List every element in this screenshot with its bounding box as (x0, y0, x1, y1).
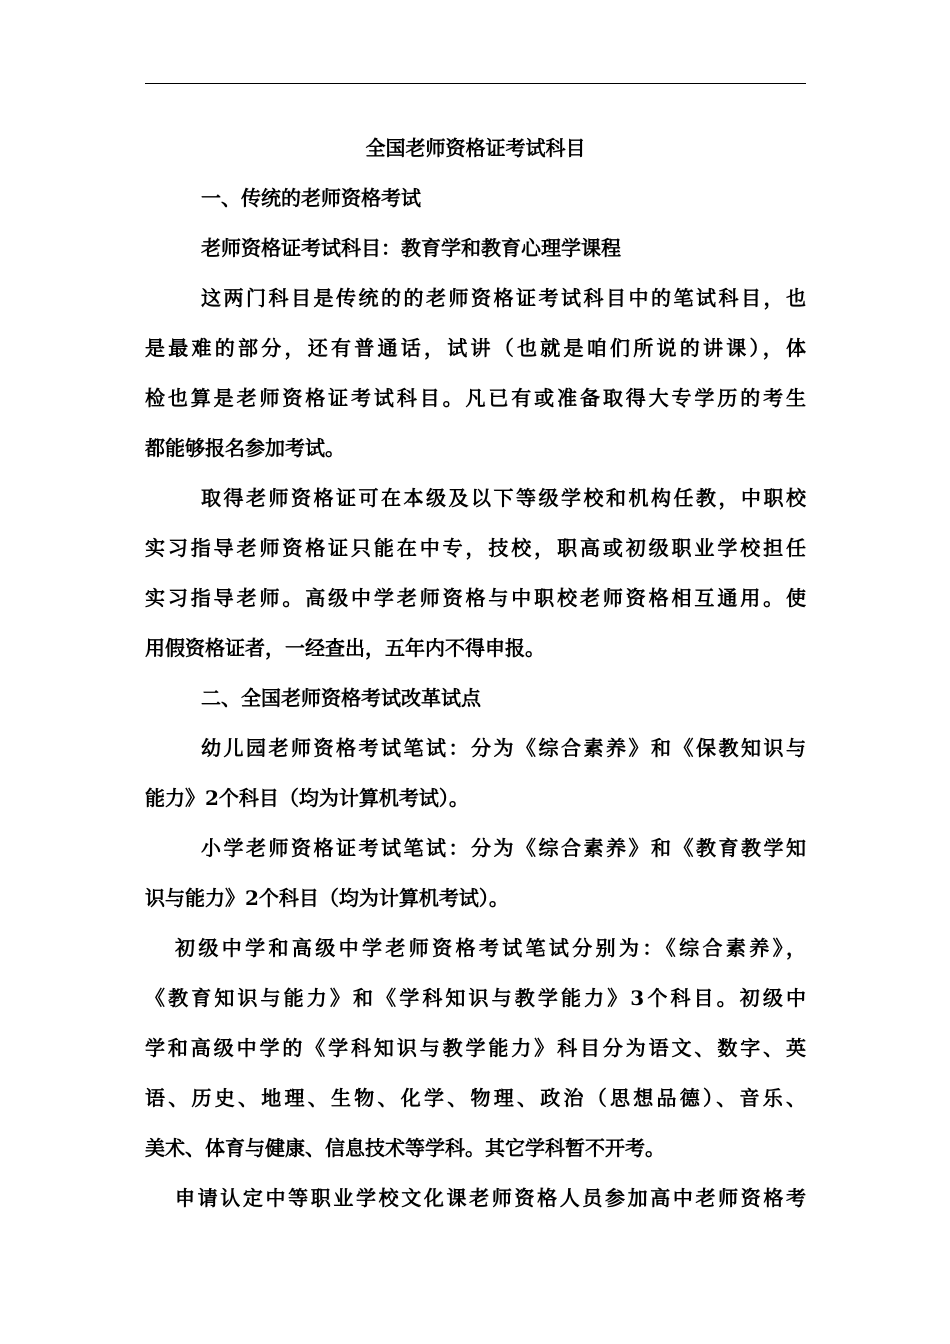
paragraph-line: 实习指导老师资格证只能在中专，技校，职高或初级职业学校担任 (145, 536, 806, 560)
paragraph-line: 《教育知识与能力》和《学科知识与教学能力》3个科目。初级中 (145, 986, 806, 1010)
paragraph-line: 实习指导老师。高级中学老师资格与中职校老师资格相互通用。使 (145, 586, 806, 610)
header-rule (145, 83, 806, 84)
subject-line: 老师资格证考试科目：教育学和教育心理学课程 (201, 236, 621, 260)
paragraph-line: 初级中学和高级中学老师资格考试笔试分别为：《综合素养》， (175, 936, 806, 960)
paragraph-line: 能力》2个科目（均为计算机考试）。 (145, 786, 469, 810)
paragraph-line: 都能够报名参加考试。 (145, 436, 345, 460)
paragraph-line: 检也算是老师资格证考试科目。凡已有或准备取得大专学历的考生 (145, 386, 806, 410)
paragraph-line: 小学老师资格证考试笔试：分为《综合素养》和《教育教学知 (201, 836, 806, 860)
paragraph-line: 这两门科目是传统的的老师资格证考试科目中的笔试科目，也 (201, 286, 806, 310)
paragraph-line: 取得老师资格证可在本级及以下等级学校和机构任教，中职校 (201, 486, 806, 510)
section-heading-2: 二、全国老师资格考试改革试点 (201, 686, 481, 710)
paragraph-line: 识与能力》2个科目（均为计算机考试）。 (145, 886, 509, 910)
paragraph-line: 幼儿园老师资格考试笔试：分为《综合素养》和《保教知识与 (201, 736, 806, 760)
paragraph-line: 学和高级中学的《学科知识与教学能力》科目分为语文、数字、英 (145, 1036, 806, 1060)
document-body (145, 123, 806, 1223)
section-heading-1: 一、传统的老师资格考试 (201, 186, 421, 210)
document-title: 全国老师资格证考试科目 (365, 136, 586, 160)
paragraph-line: 美术、体育与健康、信息技术等学科。其它学科暂不开考。 (145, 1136, 665, 1160)
paragraph-line: 申请认定中等职业学校文化课老师资格人员参加高中老师资格考 (175, 1186, 806, 1210)
paragraph-line: 语、历史、地理、生物、化学、物理、政治（思想品德）、音乐、 (145, 1086, 806, 1110)
paragraph-line: 是最难的部分，还有普通话，试讲（也就是咱们所说的讲课），体 (145, 336, 806, 360)
paragraph-line: 用假资格证者，一经查出，五年内不得申报。 (145, 636, 545, 660)
